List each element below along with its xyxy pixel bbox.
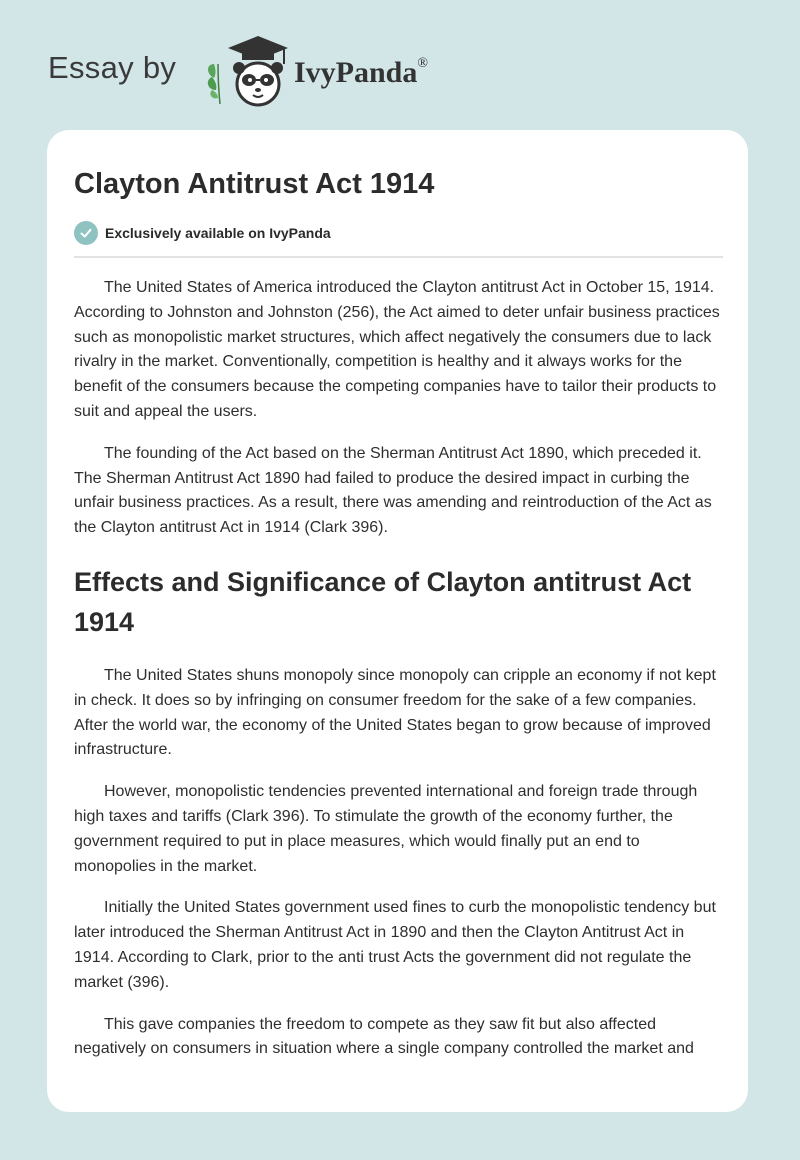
essay-card <box>47 130 748 1112</box>
exclusive-badge <box>74 220 723 246</box>
badge-label: Exclusively available on IvyPanda <box>105 225 331 241</box>
paragraph: The United States of America introduced the Clayton antitrust Act in October 15, 1914. According to Johnston and Johnston (256), the Act aimed to deter unfair business practices such as monopolistic market structures, which affect negatively the consumers due to lack rivalry in the market. Conventionally, competition is healthy and it always works for the benefit of the consumers because the competing companies have to tailor their products to suit and appeal the users. <box>74 279 720 420</box>
brand-name: IvyPanda® <box>294 56 429 89</box>
paragraph: This gave companies the freedom to compete as they saw fit but also affected negatively on consumers in situation where a single company controlled the market and <box>74 1015 694 1058</box>
site-header <box>48 34 488 114</box>
essay-content <box>74 164 723 1062</box>
panda-mascot-icon <box>202 34 294 108</box>
check-icon <box>74 221 98 245</box>
registered-mark: ® <box>417 56 429 71</box>
page-title: Clayton Antitrust Act 1914 <box>74 168 435 200</box>
essay-by-label: Essay by <box>48 50 177 85</box>
paragraph: The founding of the Act based on the Sherman Antitrust Act 1890, which preceded it. The Sherman Antitrust Act 1890 had failed to produce the desired impact in curbing the unfair business practices. As a result, there was amending and reintroduction of the Act as the Clayton antitrust Act in 1914 (Clark 396). <box>74 444 712 537</box>
paragraph: Initially the United States government used fines to curb the monopolistic tendency but later introduced the Sherman Antitrust Act in 1890 and then the Clayton Antitrust Act in 1914. According to Clark, prior to the anti trust Acts the government did not regulate the market (396). <box>74 899 716 991</box>
section-heading: Effects and Significance of Clayton antitrust Act 1914 <box>74 566 692 637</box>
paragraph: However, monopolistic tendencies prevented international and foreign trade through high taxes and tariffs (Clark 396). To stimulate the growth of the economy further, the government required to put in place measures, which would finally put an end to monopolies in the market. <box>74 783 698 875</box>
paragraph: The United States shuns monopoly since monopoly can cripple an economy if not kept in check. It does so by infringing on consumer freedom for the sake of a few companies. After the world war, the economy of the United States began to grow because of improved infrastructure. <box>74 666 716 759</box>
divider <box>74 256 723 258</box>
